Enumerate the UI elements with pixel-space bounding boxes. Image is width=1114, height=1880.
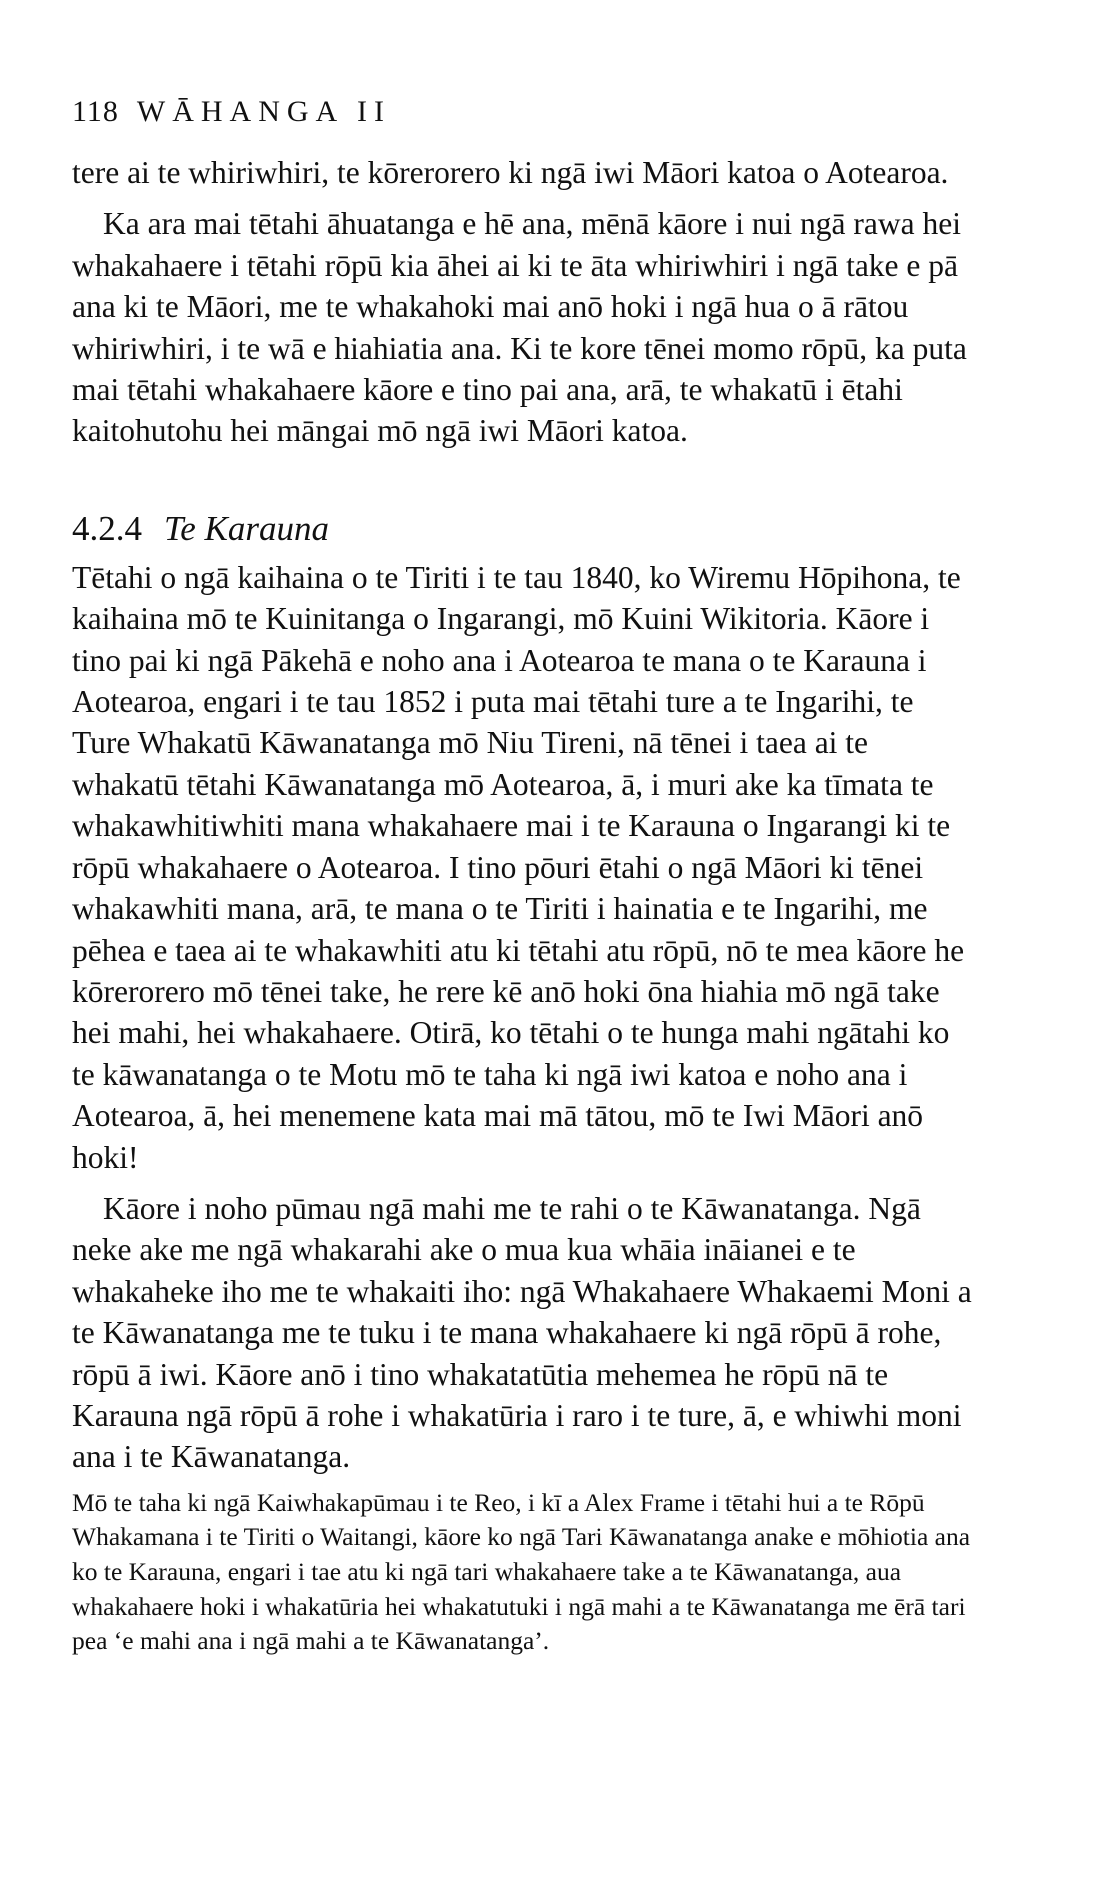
section-heading — [72, 507, 972, 551]
book-page — [72, 92, 972, 1659]
paragraph-continued: tere ai te whiriwhiri, te kōrerorero ki ngā iwi Māori katoa o Aotearoa. — [72, 155, 949, 190]
section-title: Te Karauna — [164, 508, 330, 548]
running-head — [72, 92, 972, 132]
chapter-title: WĀHANGA II — [136, 95, 392, 128]
note-paragraph: Mō te taha ki ngā Kaiwhakapūmau i te Reo, i kī a Alex Frame i tētahi hui a te Rōpū Whakamana i te Tiriti o Waitangi, kāore ko ngā Tari Kāwanatanga anake e mōhiotia ana ko te Karauna, engari i tae atu ki ngā tari whakahaere take a te Kāwanatanga, aua whakahaere hoki i whakatūria hei whakatutuki i ngā mahi a te Kāwanatanga me ērā tari pea ‘e mahi ana i ngā mahi a te Kāwanatanga’. — [72, 1487, 971, 1656]
paragraph: Kāore i noho pūmau ngā mahi me te rahi o te Kāwanatanga. Ngā neke ake me ngā whakarahi ake o mua kua whāia ināianei e te whakaheke iho me te whakaiti iho: ngā Whakahaere Whakaemi Moni a te Kāwanatanga me te tuku i te mana whakahaere ki ngā rōpū ā rohe, rōpū ā iwi. Kāore anō i tino whakatatūtia mehemea he rōpū nā te Karauna ngā rōpū ā rohe i whakatūria i raro i te ture, ā, e whiwhi moni ana i te Kāwanatanga. — [72, 1190, 972, 1475]
paragraph: Tētahi o ngā kaihaina o te Tiriti i te tau 1840, ko Wiremu Hōpihona, te kaihaina mō te Kuinitanga o Ingarangi, mō Kuini Wikitoria. Kāore i tino pai ki ngā Pākehā e noho ana i Aotearoa te mana o te Karauna i Aotearoa, engari i te tau 1852 i puta mai tētahi ture a te Ingarihi, te Ture Whakatū Kāwanatanga mō Niu Tireni, nā tēnei i taea ai te whakatū tētahi Kāwanatanga mō Aotearoa, ā, i muri ake ka tīmata te whakawhitiwhiti mana whakahaere mai i te Karauna o Ingarangi ki te rōpū whakahaere o Aotearoa. I tino pōuri ētahi o ngā Māori ki tēnei whakawhiti mana, arā, te mana o te Tiriti i hainatia e te Ingarihi, me pēhea e taea ai te whakawhiti atu ki tētahi atu rōpū, nō te mea kāore he kōrerorero mō tēnei take, he rere kē anō hoki ōna hiahia mō ngā take hei mahi, hei whakahaere. Otirā, ko tētahi o te hunga mahi ngātahi ko te kāwanatanga o te Motu mō te taha ki ngā iwi katoa e noho ana i Aotearoa, ā, hei menemene kata mai mā tātou, mō te Iwi Māori anō hoki! — [72, 559, 965, 1175]
paragraph: Ka ara mai tētahi āhuatanga e hē ana, mēnā kāore i nui ngā rawa hei whakahaere i tētahi rōpū kia āhei ai ki te āta whiriwhiri i ngā take e pā ana ki te Māori, me te whakahoki mai anō hoki i ngā hua o ā rātou whiriwhiri, i te wā e hiahiatia ana. Ki te kore tēnei momo rōpū, ka puta mai tētahi whakahaere kāore e tino pai ana, arā, te whakatū i ētahi kaitohutohu hei māngai mō ngā iwi Māori katoa. — [72, 206, 967, 449]
page-number: 118 — [72, 95, 119, 128]
section-number: 4.2.4 — [72, 508, 142, 548]
